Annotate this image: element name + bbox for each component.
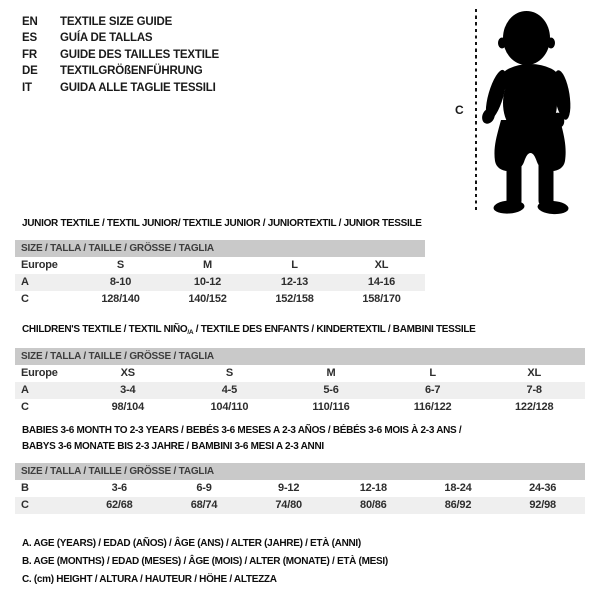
table-cell: S bbox=[116, 259, 125, 271]
baby-figure bbox=[475, 5, 595, 220]
table-cell: 6-7 bbox=[424, 384, 441, 396]
legend bbox=[22, 535, 388, 589]
language-row-it bbox=[22, 80, 219, 96]
table-cell: M bbox=[326, 367, 336, 379]
language-row-de bbox=[22, 63, 219, 79]
language-row-en bbox=[22, 14, 219, 30]
language-title: TEXTILE SIZE GUIDE bbox=[60, 16, 173, 28]
table-title-text: CHILDREN'S TEXTILE / TEXTIL NIÑO bbox=[22, 324, 188, 335]
size-header-bar: SIZE / TALLA / TAILLE / GRÖSSE / TAGLIA bbox=[15, 463, 585, 480]
table-title-subscript: /A bbox=[187, 329, 194, 336]
table-cell: XL bbox=[527, 367, 542, 379]
table-row bbox=[15, 365, 585, 382]
table-row bbox=[15, 274, 425, 291]
table-cell: 128/140 bbox=[101, 293, 140, 305]
language-title: TEXTILGRÖßENFÜHRUNG bbox=[60, 65, 203, 78]
table-cell: 18-24 bbox=[444, 482, 472, 494]
table-cell: 10-12 bbox=[193, 276, 222, 288]
table-row bbox=[15, 257, 425, 274]
size-table-children bbox=[15, 348, 585, 416]
table-cell: L bbox=[429, 367, 436, 379]
language-title: GUÍA DE TALLAS bbox=[60, 32, 153, 45]
row-label: A bbox=[21, 384, 29, 396]
table-cell: 68/74 bbox=[190, 499, 218, 511]
table-cell: 116/122 bbox=[413, 401, 452, 413]
table-cell: 12-18 bbox=[359, 482, 387, 494]
row-label: Europe bbox=[21, 367, 58, 379]
table-cell: 9-12 bbox=[278, 482, 300, 494]
table-cell: 8-10 bbox=[109, 276, 132, 288]
table-title-junior: JUNIOR TEXTILE / TEXTIL JUNIOR/ TEXTILE JUNIOR / JUNIORTEXTIL / JUNIOR TESSILE bbox=[22, 218, 422, 229]
size-header-bar: SIZE / TALLA / TAILLE / GRÖSSE / TAGLIA bbox=[15, 348, 585, 365]
legend-line-c: C. (cm) HEIGHT / ALTURA / HAUTEUR / HÖHE / ALTEZZA bbox=[22, 574, 277, 585]
table-cell: L bbox=[291, 259, 298, 271]
table-cell: 122/128 bbox=[515, 401, 554, 413]
size-table-babies bbox=[15, 463, 585, 514]
language-code: IT bbox=[22, 81, 32, 94]
baby-silhouette-icon bbox=[475, 5, 595, 220]
language-row-es bbox=[22, 30, 219, 46]
language-code: FR bbox=[22, 48, 37, 61]
table-cell: 12-13 bbox=[280, 276, 309, 288]
table-row bbox=[15, 382, 585, 399]
table-cell: 7-8 bbox=[526, 384, 542, 396]
language-list bbox=[22, 14, 219, 96]
size-header-bar: SIZE / TALLA / TAILLE / GRÖSSE / TAGLIA bbox=[15, 240, 425, 257]
language-code: EN bbox=[22, 16, 38, 28]
table-title-children bbox=[22, 322, 476, 341]
table-cell: 5-6 bbox=[323, 384, 339, 396]
table-cell: XL bbox=[374, 259, 389, 271]
row-label: C bbox=[21, 293, 29, 305]
table-cell: 74/80 bbox=[275, 499, 302, 511]
row-label: C bbox=[21, 401, 29, 413]
language-title: GUIDA ALLE TAGLIE TESSILI bbox=[60, 81, 216, 94]
table-cell: 14-16 bbox=[367, 276, 396, 288]
row-label: C bbox=[21, 499, 29, 511]
row-label: A bbox=[21, 276, 29, 288]
table-cell: 3-6 bbox=[111, 482, 127, 494]
table-cell: M bbox=[203, 259, 212, 271]
table-cell: 110/116 bbox=[312, 401, 350, 413]
table-cell: 152/158 bbox=[275, 293, 314, 305]
language-title: GUIDE DES TAILLES TEXTILE bbox=[60, 48, 219, 61]
table-title-line2: BABYS 3-6 MONATE BIS 2-3 JAHRE / BAMBINI 3-6 MESI A 2-3 ANNI bbox=[22, 441, 324, 452]
table-cell: 98/104 bbox=[111, 401, 145, 413]
table-title-babies bbox=[22, 423, 461, 455]
language-code: DE bbox=[22, 65, 38, 78]
language-row-fr bbox=[22, 47, 219, 63]
table-cell: 92/98 bbox=[529, 499, 556, 511]
table-row bbox=[15, 497, 585, 514]
table-cell: 86/92 bbox=[444, 499, 472, 511]
table-title-line1: BABIES 3-6 MONTH TO 2-3 YEARS / BEBÉS 3-6 MESES A 2-3 AÑOS / BÉBÉS 3-6 MOIS À 2-3 ANS / bbox=[22, 425, 462, 436]
table-row bbox=[15, 291, 425, 308]
table-title-text: / TEXTILE DES ENFANTS / KINDERTEXTIL / BAMBINI TESSILE bbox=[193, 324, 476, 335]
legend-line-a: A. AGE (YEARS) / EDAD (AÑOS) / ÂGE (ANS) / ALTER (JAHRE) / ETÀ (ANNI) bbox=[22, 538, 361, 549]
table-row bbox=[15, 399, 585, 416]
table-cell: 3-4 bbox=[120, 384, 136, 396]
table-cell: XS bbox=[120, 367, 135, 379]
size-table-junior bbox=[15, 240, 425, 308]
table-row bbox=[15, 480, 585, 497]
table-cell: 24-36 bbox=[529, 482, 557, 494]
table-cell: S bbox=[225, 367, 233, 379]
table-cell: 4-5 bbox=[221, 384, 238, 396]
table-cell: 140/152 bbox=[188, 293, 227, 305]
row-label: Europe bbox=[21, 259, 58, 271]
row-label: B bbox=[21, 482, 29, 494]
table-cell: 62/68 bbox=[106, 499, 133, 511]
legend-line-b: B. AGE (MONTHS) / EDAD (MESES) / ÂGE (MOIS) / ALTER (MONATE) / ETÀ (MESI) bbox=[22, 556, 388, 567]
table-cell: 6-9 bbox=[196, 482, 212, 494]
table-cell: 158/170 bbox=[362, 293, 401, 305]
table-cell: 104/110 bbox=[210, 401, 249, 413]
language-code: ES bbox=[22, 32, 37, 45]
table-cell: 80/86 bbox=[360, 499, 387, 511]
height-label: C bbox=[455, 103, 464, 117]
